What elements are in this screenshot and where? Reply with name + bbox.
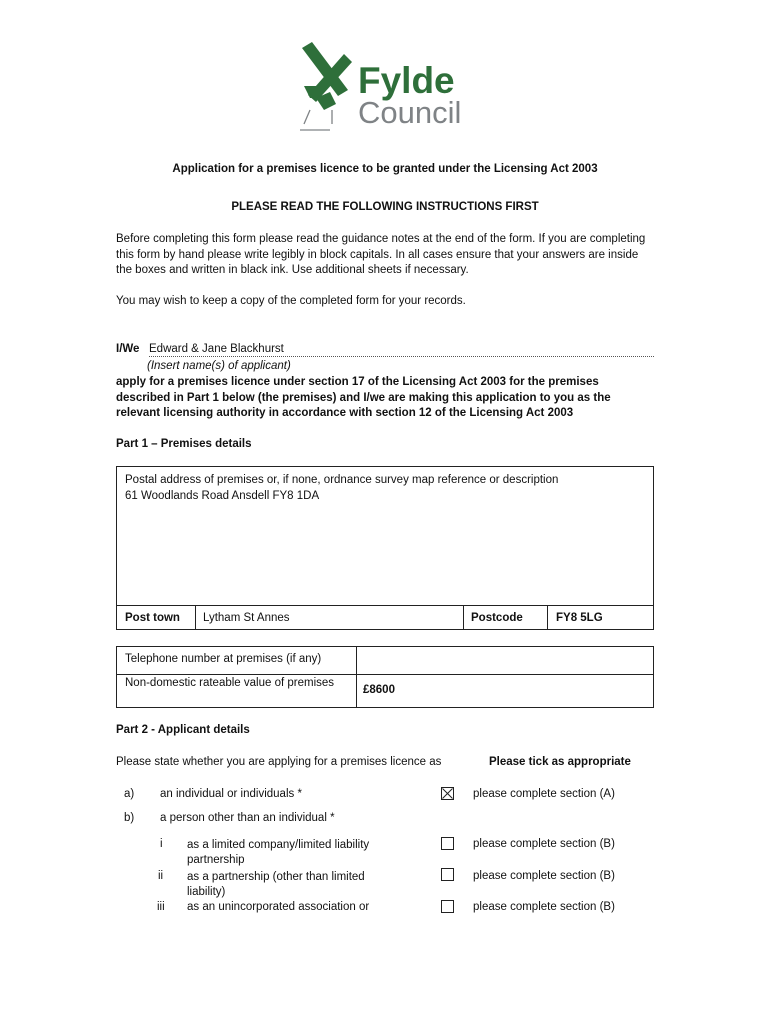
rateable-value-field[interactable]: £8600	[363, 684, 395, 696]
sub-ii-section: please complete section (B)	[473, 870, 615, 882]
sub-i-section: please complete section (B)	[473, 838, 615, 850]
form-title: Application for a premises licence to be granted under the Licensing Act 2003	[172, 163, 598, 175]
postcode-label: Postcode	[463, 606, 547, 630]
logo-fylde-text: Fylde	[358, 60, 455, 101]
option-a-section: please complete section (A)	[473, 788, 615, 800]
intro-paragraph: Before completing this form please read the guidance notes at the end of the form. If you are completing this form by hand please write legibly in block capitals. In all cases ensure that your answers are inside the boxes and written in black ink. Use additional sheets if necessary.	[116, 233, 646, 276]
sub-ii-marker: ii	[158, 870, 164, 882]
windmill-icon	[296, 40, 360, 135]
tick-heading: Please tick as appropriate	[489, 756, 631, 768]
post-town-field[interactable]: Lytham St Annes	[195, 606, 463, 630]
applicant-name-underline	[149, 356, 654, 357]
sub-iii-checkbox[interactable]	[441, 900, 454, 913]
sub-ii-checkbox[interactable]	[441, 868, 454, 881]
post-town-label: Post town	[125, 612, 180, 624]
sub-iii-label: as an unincorporated association or	[187, 901, 370, 913]
applicant-hint: (Insert name(s) of applicant)	[147, 360, 291, 372]
applicant-name-field[interactable]: Edward & Jane Blackhurst	[149, 343, 284, 355]
option-a-marker: a)	[124, 788, 135, 800]
postcode-field[interactable]: FY8 5LG	[547, 606, 653, 630]
applicant-prefix: I/We	[116, 343, 140, 355]
rateable-value-label: Non-domestic rateable value of premises	[125, 677, 335, 689]
part2-prompt: Please state whether you are applying for a premises licence as	[116, 756, 442, 768]
option-a-label: an individual or individuals *	[160, 788, 302, 800]
fylde-council-logo	[296, 40, 476, 135]
telephone-label: Telephone number at premises (if any)	[125, 653, 322, 665]
sub-i-checkbox[interactable]	[441, 837, 454, 850]
premises-address-box	[116, 466, 654, 630]
telephone-field[interactable]	[363, 653, 647, 669]
part1-heading: Part 1 – Premises details	[116, 438, 252, 450]
premises-contact-box	[116, 646, 654, 708]
post-town-row	[117, 605, 653, 630]
instructions-heading: PLEASE READ THE FOLLOWING INSTRUCTIONS FIRST	[231, 201, 539, 213]
copy-note: You may wish to keep a copy of the completed form for your records.	[116, 295, 466, 307]
sub-iii-section: please complete section (B)	[473, 901, 615, 913]
address-label: Postal address of premises or, if none, ordnance survey map reference or description	[125, 474, 559, 486]
logo-council-text: Council	[358, 95, 462, 130]
sub-i-label: as a limited company/limited liability partnership	[187, 839, 370, 866]
sub-ii-label: as a partnership (other than limited liability)	[187, 871, 365, 898]
option-a-checkbox[interactable]	[441, 787, 454, 800]
address-field[interactable]: 61 Woodlands Road Ansdell FY8 1DA	[125, 490, 320, 502]
option-b-label: a person other than an individual *	[160, 812, 335, 824]
option-b-marker: b)	[124, 812, 135, 824]
part2-heading: Part 2 - Applicant details	[116, 724, 250, 736]
applicant-statement: apply for a premises licence under section 17 of the Licensing Act 2003 for the premises described in Part 1 below (the premises) and I/we are making this application to you as the relevant licensing authority in accordance with section 12 of the Licensing Act 2003	[116, 376, 611, 419]
sub-iii-marker: iii	[157, 901, 165, 913]
sub-i-marker: i	[160, 838, 163, 850]
